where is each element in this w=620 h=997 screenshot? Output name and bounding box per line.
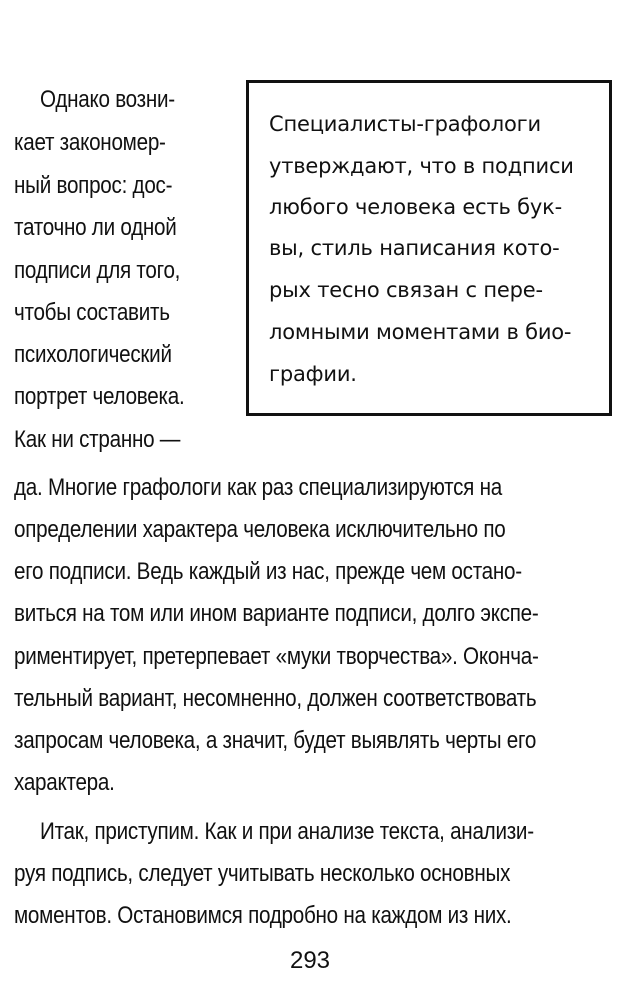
- text-line: определении характера человека исключительно по: [14, 516, 506, 543]
- text-line: характера.: [14, 769, 115, 796]
- text-line: его подписи. Ведь каждый из нас, прежде чем остано-: [14, 558, 522, 585]
- text-line: Как ни странно —: [14, 426, 181, 453]
- text-line: ный вопрос: дос-: [14, 172, 173, 199]
- text-line: портрет человека.: [14, 383, 185, 410]
- text-line: моментов. Остановимся подробно на каждом из них.: [14, 902, 512, 929]
- text-line: психологический: [14, 341, 172, 368]
- callout-line: графии.: [269, 362, 357, 386]
- callout-line: вы, стиль написания кото-: [269, 236, 560, 260]
- callout-line: Специалисты-графологи: [269, 112, 541, 136]
- text-line: чтобы составить: [14, 299, 170, 326]
- text-line: руя подпись, следует учитывать несколько основных: [14, 860, 511, 887]
- text-line: риментирует, претерпевает «муки творчества». Оконча-: [14, 643, 539, 670]
- text-line: запросам человека, а значит, будет выявлять черты его: [14, 727, 537, 754]
- text-line: Итак, приступим. Как и при анализе текста, анализи-: [40, 818, 534, 845]
- text-line: Однако возни-: [40, 86, 175, 113]
- text-line: да. Многие графологи как раз специализируются на: [14, 474, 502, 501]
- page-number: 293: [289, 947, 331, 974]
- text-line: кает закономер-: [14, 129, 166, 156]
- callout-box: [246, 80, 612, 416]
- callout-line: ломными моментами в био-: [269, 320, 572, 344]
- callout-line: утверждают, что в подписи: [269, 154, 574, 178]
- callout-line: любого человека есть бук-: [269, 195, 562, 219]
- callout-line: рых тесно связан с пере-: [269, 278, 543, 302]
- text-line: виться на том или ином варианте подписи, долго экспе-: [14, 600, 539, 627]
- text-line: подписи для того,: [14, 257, 181, 284]
- text-line: тельный вариант, несомненно, должен соответствовать: [14, 685, 537, 712]
- text-line: таточно ли одной: [14, 214, 177, 241]
